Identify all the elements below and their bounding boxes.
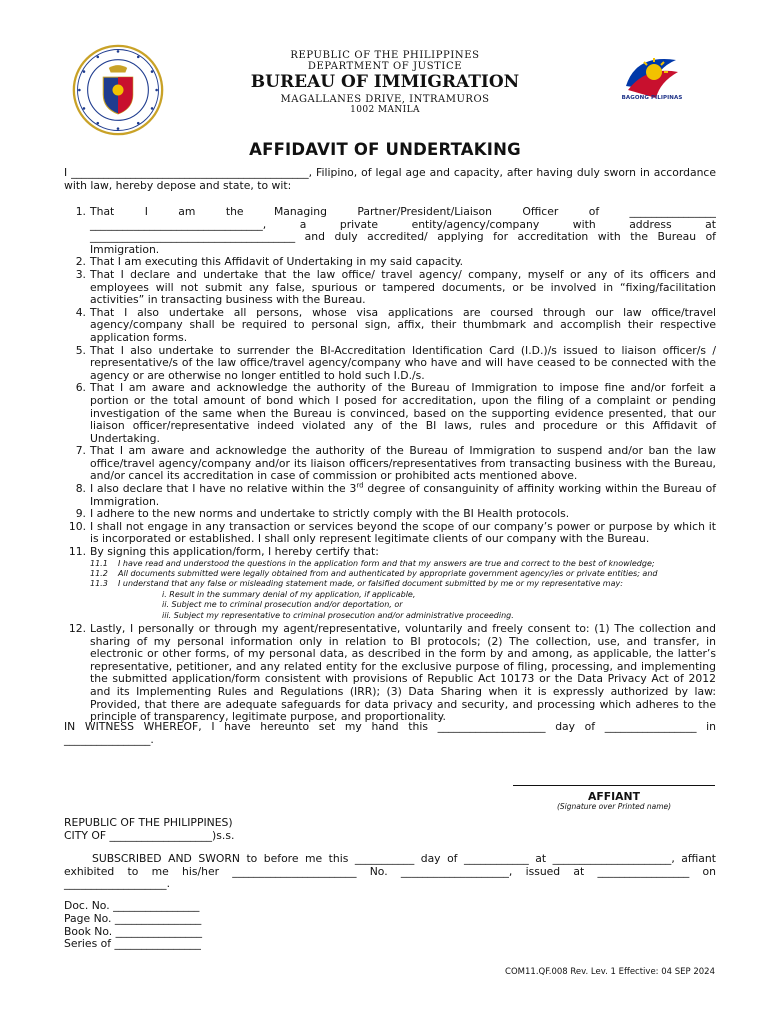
sub-sub-item: i. Result in the summary denial of my application, if applicable, <box>162 589 416 599</box>
doc-number: Doc. No. ________________ <box>64 899 200 912</box>
undertaking-list <box>64 206 716 724</box>
affiant-label: AFFIANT <box>588 790 640 803</box>
sub-item-text: I understand that any false or misleading statement made, or falsified document submitted by me or my representative may: <box>118 579 623 589</box>
item1-word: Partner/President/Liaison <box>357 205 492 218</box>
header-bureau: BUREAU OF IMMIGRATION <box>250 72 520 92</box>
item-number: 12. <box>68 622 86 636</box>
book-number: Book No. ________________ <box>64 924 203 938</box>
item-text: That I also undertake all persons, whose visa applications are coursed through our law office/travel agency/company shall be required to personal sign, affix, their thumbmark and accomplish their respective application forms. <box>90 305 716 344</box>
item-number: 11. <box>68 545 86 559</box>
sub-sub-item: ii. Subject me to criminal prosecution and/or deportation, or <box>162 600 403 610</box>
document-title: AFFIDAVIT OF UNDERTAKING <box>249 140 521 159</box>
item-text: That I am aware and acknowledge the authority of the Bureau of Immigration to suspend and/or ban the law office/travel agency/company and/or its liaison officers/representatives from transacting business with the Bureau, and/or cancel its accreditation in case of commission or prohibited acts mentioned above. <box>90 444 716 483</box>
item-text: That I declare and undertake that the law office/ travel agency/ company, myself or any of its officers and employees will not submit any false, spurious or tampered documents, or be involved in “fixing/facilitation activities” in transacting business with the Bureau. <box>90 267 716 307</box>
intro-paragraph: I ____________________________________________, Filipino, of legal age and capacity, after having duly sworn in accordance with law, hereby depose and state, to wit: <box>64 166 716 192</box>
sub-sub-item: iii. Subject my representative to criminal prosecution and/or administrative proceeding. <box>162 610 514 620</box>
sub-item-text: I have read and understood the questions in the application form and that my answers are true and correct to the best of knowledge; <box>118 558 655 568</box>
item1-word: the <box>225 205 244 218</box>
item-number: 8. <box>75 482 86 496</box>
jurat-republic: REPUBLIC OF THE PHILIPPINES) <box>64 816 233 829</box>
list-item <box>64 206 716 256</box>
list-item <box>64 623 716 724</box>
header-address-line2: 1002 MANILA <box>350 105 420 115</box>
item-text: I adhere to the new norms and undertake to strictly comply with the BI Health protocols. <box>90 507 570 521</box>
item1-word: I <box>144 205 148 218</box>
jurat-venue <box>64 817 234 842</box>
list-item <box>64 521 716 546</box>
jurat-city: CITY OF ___________________)s.s. <box>64 828 235 842</box>
item-text: By signing this application/form, I hereby certify that: <box>90 545 379 559</box>
item-text: That I also undertake to surrender the BI-Accreditation Identification Card (I.D.)/s issued to liaison officer/s / representative/s of the law office/travel agency/company who have and will have ceased to be connected with the agency or are otherwise no longer entitled to hold such I.D./s. <box>90 343 716 382</box>
item-number: 3. <box>75 267 86 281</box>
item-text <box>90 483 716 508</box>
header-address-line1: MAGALLANES DRIVE, INTRAMUROS <box>280 94 490 105</box>
item1-continuation: ________________________________, a private entity/agency/company with address at ______________________________________ and duly accredited/ applying for accreditation with the Bureau of Immigration. <box>90 217 716 256</box>
item-number: 10. <box>68 519 86 533</box>
bagong-pilipinas-text: BAGONG PILIPINAS <box>621 95 683 101</box>
item-number: 9. <box>75 507 86 521</box>
list-item <box>64 307 716 345</box>
item1-first-line <box>90 206 716 219</box>
header-republic: REPUBLIC OF THE PHILIPPINES <box>290 50 480 61</box>
sub-item <box>64 559 716 569</box>
item1-word: ________________ <box>629 205 716 218</box>
sub-item <box>64 579 716 589</box>
form-code-footer: COM11.QF.008 Rev. Lev. 1 Effective: 04 SEP 2024 <box>505 967 715 977</box>
list-item <box>64 269 716 307</box>
item-text: Lastly, I personally or through my agent/representative, voluntarily and freely consent to: (1) The collection and sharing of my personal information only in relation to BI protocols; (2) The collection, use, and transfer, in electronic or other forms, of my personal data, as described in the form by and among, as applicable, the latter’s representative, petitioner, and any related entity for the exclusive purpose of filing, processing, and implementing the submitted application/form consistent with provisions of Republic Act 10173 or the Data Privacy Act of 2012 and its Implementing Rules and Regulations (IRR); (3) Data Sharing when it is expressly authorized by law: Provided, that there are adequate safeguards for data privacy and security, and processing which adheres to the principle of transparency, legitimate purpose, and proportionality. <box>90 622 716 724</box>
witness-clause: IN WITNESS WHEREOF, I have hereunto set my hand this ____________________ day of _________________ in ________________. <box>64 720 716 746</box>
sub-item-number: 11.3 <box>90 579 108 589</box>
signature-caption: (Signature over Printed name) <box>556 802 672 811</box>
item-text: That I am executing this Affidavit of Undertaking in my said capacity. <box>90 255 464 269</box>
item-text: That I am aware and acknowledge the authority of the Bureau of Immigration to impose fine and/or forfeit a portion or the total amount of bond which I posed for accreditation, upon the filing of a complaint or pending investigation of the same when the Bureau is convinced, based on the supporting evidence presented, that our liaison officer/representative indeed violated any of the BI laws, rules and procedure or this Affidavit of Undertaking. <box>90 381 716 445</box>
list-item <box>64 382 716 445</box>
header-department: DEPARTMENT OF JUSTICE <box>307 61 463 72</box>
item-number: 2. <box>75 255 86 269</box>
list-item <box>64 508 716 521</box>
item1-word: of <box>588 205 600 218</box>
jurat-sworn-paragraph: SUBSCRIBED AND SWORN to before me this ___________ day of ____________ at ______________________, affiant exhibited to me his/her _______________________ No. ____________________, issued at _________________ on ___________________. <box>64 852 716 891</box>
page-number: Page No. ________________ <box>64 911 202 925</box>
item8-text-before: I also declare that I have no relative within the 3 <box>90 482 357 496</box>
affiant-signature-line <box>513 785 715 786</box>
list-item <box>64 345 716 383</box>
list-item <box>64 445 716 483</box>
sub-item-number: 11.1 <box>90 558 108 568</box>
item-text: I shall not engage in any transaction or services beyond the scope of our company’s power or purpose by which it is incorporated or established. I shall only represent legitimate clients of our company with the Bureau. <box>90 519 716 546</box>
list-item <box>64 483 716 508</box>
list-item <box>64 546 716 559</box>
series-of: Series of ________________ <box>64 937 201 951</box>
sub-item-number: 11.2 <box>90 569 108 579</box>
item8-text-after: degree of consanguinity of affinity working within the Bureau of Immigration. <box>90 482 716 508</box>
item-number: 6. <box>75 381 86 395</box>
item-number: 5. <box>75 343 86 357</box>
item1-word: Managing <box>273 205 327 218</box>
item1-word: That <box>90 205 115 218</box>
item1-word: Officer <box>522 205 559 218</box>
item-number: 7. <box>75 444 86 458</box>
item-number: 1. <box>75 205 86 218</box>
sub-item-text: All documents submitted were legally obtained from and authenticated by appropriate government agency/ies or private entities; and <box>118 569 658 579</box>
item8-superscript: rd <box>356 481 364 490</box>
sub-item <box>64 569 716 579</box>
item1-word: am <box>178 205 196 218</box>
item-number: 4. <box>75 305 86 319</box>
notarial-register <box>64 900 202 951</box>
